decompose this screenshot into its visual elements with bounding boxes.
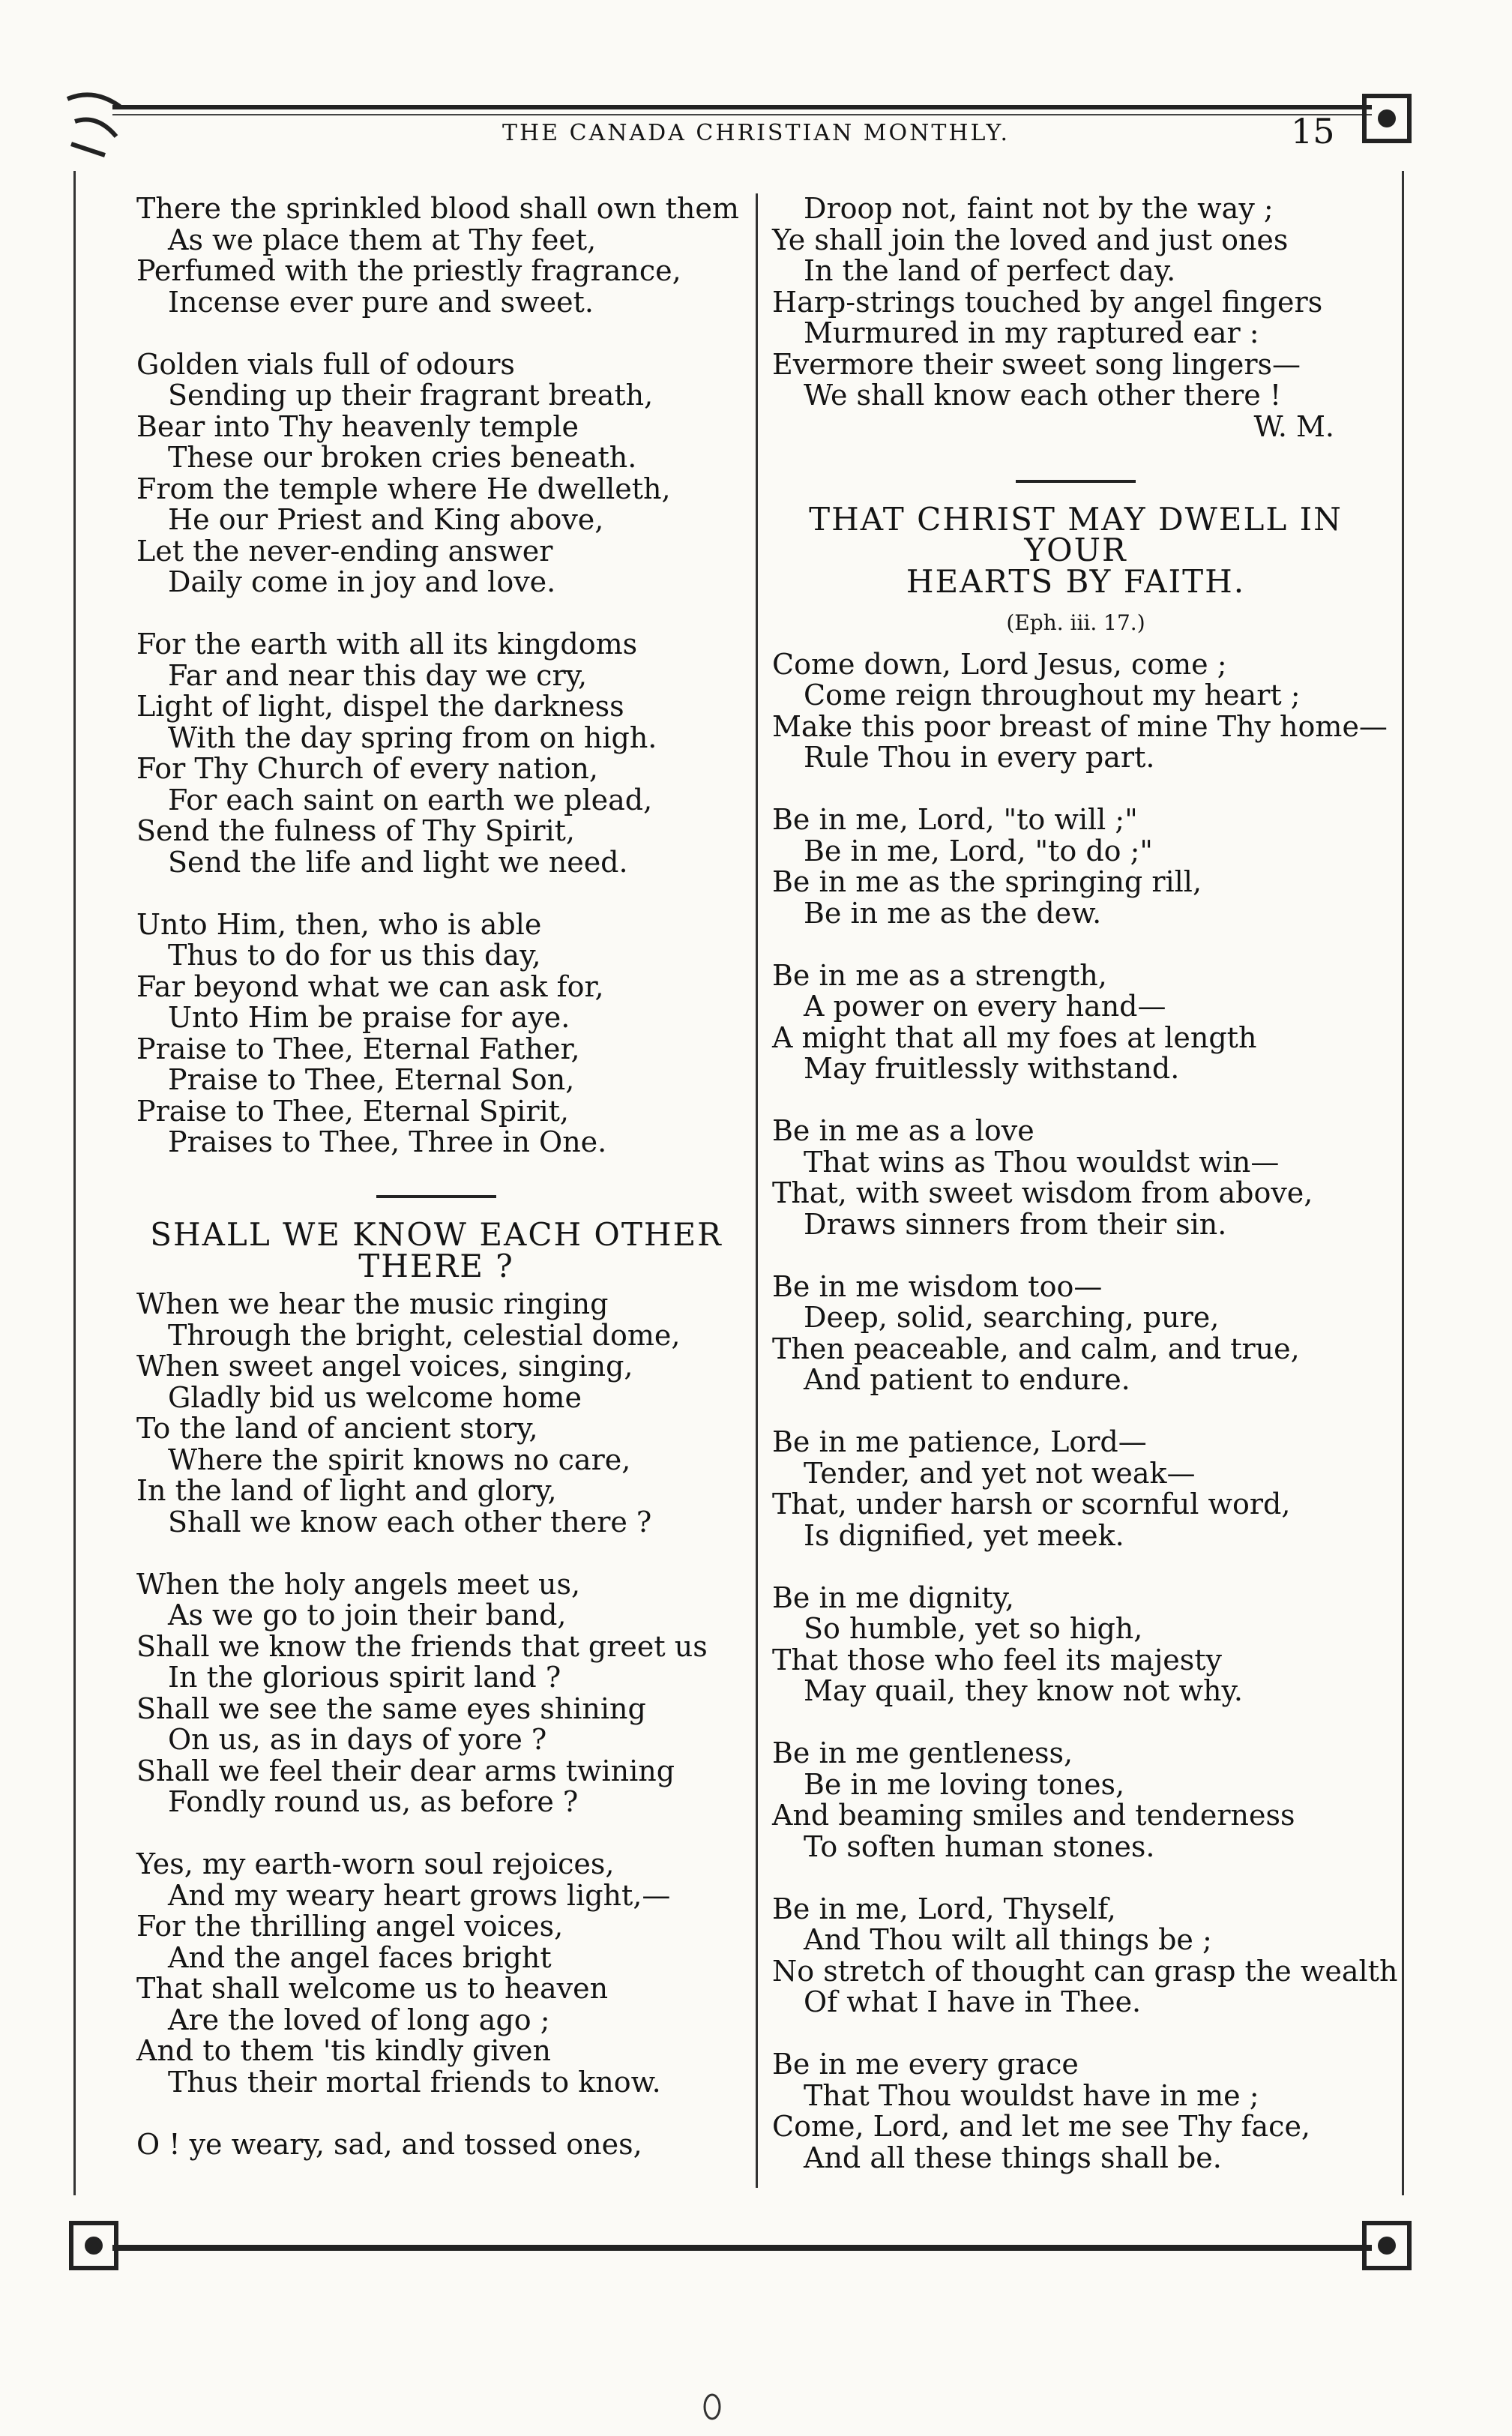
- stanza-break: [136, 1538, 736, 1569]
- verse-line: Be in me as a strength,: [772, 958, 1107, 992]
- stanza-break: [772, 2018, 1379, 2050]
- verse-line: Be in me as the springing rill,: [772, 865, 1202, 898]
- stanza-break: [772, 1085, 1379, 1116]
- verse-line: And to them 'tis kindly given: [136, 2034, 551, 2067]
- verse-line: For each saint on earth we plead,: [168, 783, 653, 816]
- verse-line: Be in me gentleness,: [772, 1736, 1073, 1769]
- verse-line: Ye shall join the loved and just ones: [772, 223, 1289, 256]
- poem-title-line2: THERE ?: [358, 1247, 514, 1284]
- verse-line: That wins as Thou wouldst win—: [804, 1145, 1280, 1179]
- stanza-break: [772, 1396, 1379, 1428]
- verse-line: That those who feel its majesty: [772, 1643, 1222, 1676]
- verse-line: O ! ye weary, sad, and tossed ones,: [136, 2127, 642, 2161]
- verse-line: Are the loved of long ago ;: [168, 2003, 550, 2036]
- stanza-break: [772, 1551, 1379, 1583]
- verse-line: Golden vials full of odours: [136, 347, 515, 381]
- verse-line: Incense ever pure and sweet.: [168, 285, 594, 319]
- verse-line: Deep, solid, searching, pure,: [804, 1301, 1220, 1334]
- verse-line: Of what I have in Thee.: [804, 1985, 1142, 2018]
- verse-line: Send the life and light we need.: [168, 845, 628, 879]
- poem-continuation: [772, 193, 1379, 412]
- verse-line: Come down, Lord Jesus, come ;: [772, 647, 1227, 681]
- verse-line: Tender, and yet not weak—: [804, 1456, 1196, 1490]
- top-border-rule-thin: [112, 114, 1372, 115]
- poem-title-line2: HEARTS BY FAITH.: [906, 562, 1246, 600]
- verse-line: Perfumed with the priestly fragrance,: [136, 254, 681, 287]
- verse-line: Shall we know each other there ?: [168, 1505, 652, 1539]
- verse-line: On us, as in days of yore ?: [168, 1723, 547, 1756]
- section-rule: [376, 1195, 496, 1198]
- verse-line: And all these things shall be.: [804, 2141, 1222, 2174]
- stanza-break: [136, 2098, 736, 2129]
- verse-line: There the sprinkled blood shall own them: [136, 192, 739, 225]
- verse-line: A might that all my foes at length: [772, 1020, 1257, 1054]
- corner-ornament-bottom-right: [1349, 2204, 1432, 2287]
- verse-line: May fruitlessly withstand.: [804, 1052, 1180, 1085]
- verse-line: Shall we feel their dear arms twining: [136, 1754, 675, 1787]
- verse-line: Come reign throughout my heart ;: [804, 679, 1301, 712]
- verse-line: When the holy angels meet us,: [136, 1567, 581, 1601]
- section-rule: [1016, 480, 1136, 483]
- verse-line: Be in me dignity,: [772, 1581, 1014, 1614]
- verse-line: Be in me loving tones,: [804, 1767, 1125, 1801]
- stanza-break: [772, 1862, 1379, 1894]
- verse-line: That, under harsh or scornful word,: [772, 1488, 1291, 1521]
- verse-line: When sweet angel voices, singing,: [136, 1350, 633, 1383]
- verse-line: A power on every hand—: [804, 990, 1166, 1023]
- verse-line: Be in me, Lord, Thyself,: [772, 1892, 1116, 1925]
- verse-line: Light of light, dispel the darkness: [136, 690, 624, 723]
- column-divider: [756, 193, 758, 2188]
- scripture-reference: (Eph. iii. 17.): [1006, 610, 1145, 635]
- verse-line: Sending up their fragrant breath,: [168, 379, 654, 412]
- verse-line: Evermore their sweet song lingers—: [772, 347, 1301, 381]
- verse-line: Rule Thou in every part.: [804, 741, 1155, 774]
- poem-stanzas: [772, 647, 1398, 2174]
- verse-line: And the angel faces bright: [168, 1940, 552, 1974]
- verse-line: He our Priest and King above,: [168, 503, 604, 536]
- verse-line: With the day spring from on high.: [168, 721, 657, 754]
- stanza-break: [136, 878, 736, 909]
- verse-line: Send the fulness of Thy Spirit,: [136, 814, 576, 847]
- verse-line: Be in me every grace: [772, 2048, 1079, 2081]
- running-header: THE CANADA CHRISTIAN MONTHLY.: [502, 120, 1010, 146]
- bottom-ornament: [697, 2388, 727, 2426]
- verse-line: No stretch of thought can grasp the wealth: [772, 1954, 1398, 1988]
- verse-line: Thus to do for us this day,: [168, 939, 541, 972]
- verse-line: Praise to Thee, Eternal Spirit,: [136, 1094, 569, 1128]
- verse-line: Where the spirit knows no care,: [168, 1443, 631, 1476]
- verse-line: May quail, they know not why.: [804, 1674, 1243, 1707]
- verse-line: For the thrilling angel voices,: [136, 1910, 564, 1943]
- verse-line: Murmured in my raptured ear :: [804, 316, 1259, 349]
- stanza-break: [772, 929, 1379, 960]
- verse-line: Yes, my earth-worn soul rejoices,: [136, 1847, 615, 1880]
- right-column: [772, 192, 1398, 2174]
- verse-line: Be in me, Lord, "to do ;": [804, 834, 1153, 867]
- verse-line: Come, Lord, and let me see Thy face,: [772, 2110, 1311, 2143]
- verse-line: Be in me as the dew.: [804, 896, 1102, 930]
- bottom-border-rule: [112, 2245, 1372, 2251]
- verse-line: Far and near this day we cry,: [168, 658, 588, 692]
- poem-title: SHALL WE KNOW EACH OTHER: [150, 1216, 723, 1253]
- verse-line: Far beyond what we can ask for,: [136, 969, 604, 1003]
- left-border-rule: [73, 171, 76, 2195]
- verse-line: These our broken cries beneath.: [168, 441, 637, 474]
- verse-line: In the land of perfect day.: [804, 254, 1176, 287]
- verse-line: Through the bright, celestial dome,: [168, 1318, 681, 1352]
- verse-line: Make this poor breast of mine Thy home—: [772, 709, 1388, 743]
- verse-line: Is dignified, yet meek.: [804, 1518, 1124, 1552]
- verse-line: That, with sweet wisdom from above,: [772, 1176, 1313, 1209]
- verse-line: Fondly round us, as before ?: [168, 1785, 579, 1818]
- verse-line: And Thou wilt all things be ;: [804, 1923, 1212, 1956]
- stanza-break: [136, 318, 736, 349]
- poem-stanzas: [136, 1289, 736, 2160]
- verse-line: For Thy Church of every nation,: [136, 752, 598, 785]
- stanza-break: [772, 1240, 1379, 1272]
- verse-line: From the temple where He dwelleth,: [136, 472, 671, 505]
- verse-line: Shall we see the same eyes shining: [136, 1691, 646, 1725]
- verse-line: And my weary heart grows light,—: [168, 1878, 671, 1912]
- verse-line: Unto Him be praise for aye.: [168, 1001, 570, 1034]
- verse-line: As we place them at Thy feet,: [168, 223, 597, 256]
- left-column: [136, 192, 739, 2161]
- verse-line: When we hear the music ringing: [136, 1287, 609, 1320]
- verse-line: Thus their mortal friends to know.: [168, 2065, 661, 2099]
- verse-line: As we go to join their band,: [168, 1599, 567, 1631]
- verse-line: Praise to Thee, Eternal Father,: [136, 1032, 580, 1065]
- verse-line: Then peaceable, and calm, and true,: [772, 1332, 1300, 1365]
- verse-line: Gladly bid us welcome home: [168, 1380, 582, 1414]
- verse-line: Let the never-ending answer: [136, 534, 553, 568]
- verse-line: And patient to endure.: [804, 1363, 1130, 1396]
- verse-line: Praise to Thee, Eternal Son,: [168, 1063, 575, 1096]
- hymn-stanzas: [136, 192, 739, 1158]
- verse-line: In the glorious spirit land ?: [168, 1661, 561, 1694]
- stanza-break: [136, 1818, 736, 1850]
- verse-line: That Thou wouldst have in me ;: [804, 2078, 1259, 2112]
- verse-line: For the earth with all its kingdoms: [136, 628, 638, 661]
- page-number: 15: [1291, 111, 1335, 151]
- stanza-break: [772, 1707, 1379, 1739]
- author-signature: W. M.: [1253, 409, 1334, 443]
- right-border-rule: [1402, 171, 1404, 2195]
- poem-title: THAT CHRIST MAY DWELL IN YOUR: [809, 500, 1343, 568]
- stanza-break: [136, 598, 736, 630]
- verse-line: Be in me as a love: [772, 1114, 1034, 1147]
- verse-line: Praises to Thee, Three in One.: [168, 1125, 607, 1158]
- verse-line: So humble, yet so high,: [804, 1612, 1143, 1645]
- verse-line: Droop not, faint not by the way ;: [804, 192, 1274, 225]
- verse-line: To soften human stones.: [804, 1829, 1155, 1863]
- top-border-rule: [112, 105, 1372, 109]
- verse-line: Harp-strings touched by angel fingers: [772, 285, 1323, 319]
- verse-line: And beaming smiles and tenderness: [772, 1799, 1295, 1832]
- verse-line: We shall know each other there !: [804, 379, 1282, 412]
- verse-line: Be in me, Lord, "to will ;": [772, 803, 1138, 836]
- verse-line: Unto Him, then, who is able: [136, 907, 542, 941]
- corner-ornament-bottom-left: [52, 2204, 150, 2287]
- verse-line: In the land of light and glory,: [136, 1474, 557, 1507]
- verse-line: To the land of ancient story,: [136, 1412, 538, 1445]
- verse-line: Be in me wisdom too—: [772, 1269, 1103, 1303]
- verse-line: Draws sinners from their sin.: [804, 1207, 1227, 1241]
- verse-line: Daily come in joy and love.: [168, 565, 556, 598]
- verse-line: Be in me patience, Lord—: [772, 1425, 1147, 1458]
- verse-line: That shall welcome us to heaven: [136, 1972, 609, 2005]
- verse-line: Shall we know the friends that greet us: [136, 1629, 708, 1663]
- stanza-break: [772, 774, 1379, 805]
- verse-line: Bear into Thy heavenly temple: [136, 409, 579, 443]
